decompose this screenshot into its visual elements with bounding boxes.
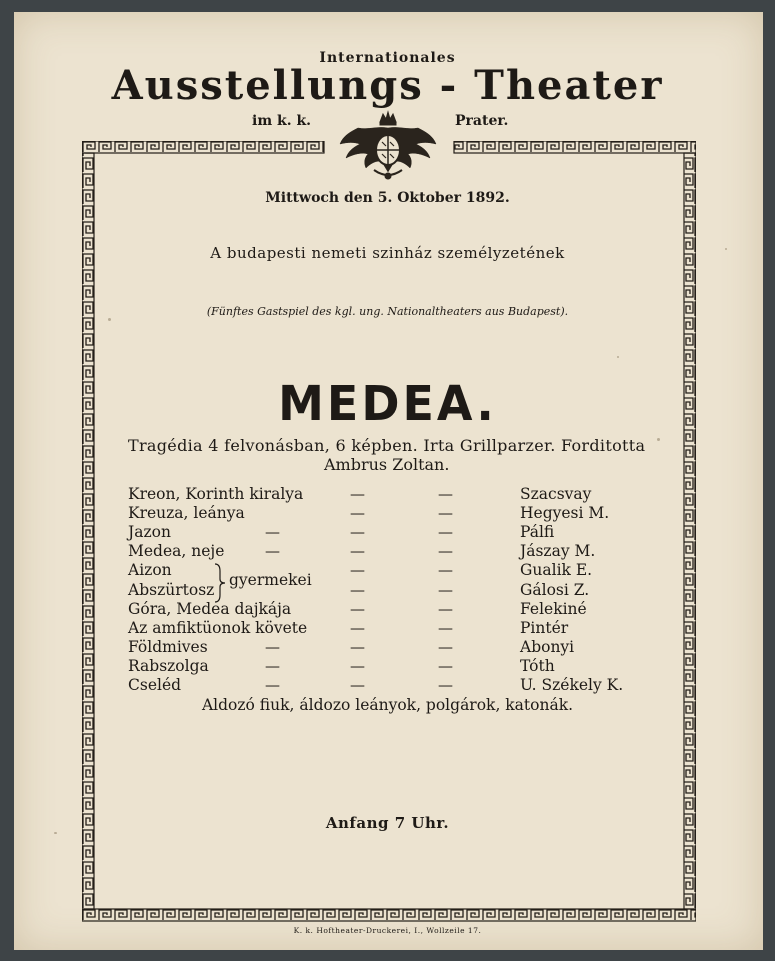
cast-actor: Pintér bbox=[520, 618, 569, 637]
cast-role: Az amfiktüonok követe bbox=[128, 618, 308, 637]
start-time: Anfang 7 Uhr. bbox=[325, 814, 450, 832]
cast-role: Góra, Medea dajkája bbox=[128, 599, 292, 618]
cast-role: Aizon bbox=[128, 561, 172, 580]
cast-actor: Tóth bbox=[520, 656, 555, 675]
cast-role: Földmives bbox=[128, 637, 208, 656]
printer-imprint: K. k. Hoftheater-Druckerei, I., Wollzeile 17. bbox=[293, 926, 482, 935]
children-group-label: gyermekei bbox=[229, 571, 312, 589]
cast-actor: Hegyesi M. bbox=[520, 504, 610, 523]
paper-speck bbox=[54, 832, 57, 834]
cast-dash-separator: — bbox=[350, 676, 365, 694]
performance-date: Mittwoch den 5. Oktober 1892. bbox=[265, 190, 510, 206]
cast-dash-separator: — bbox=[350, 656, 365, 675]
cast-role: Rabszolga bbox=[128, 656, 209, 675]
cast-actor: Gálosi Z. bbox=[520, 580, 590, 599]
cast-dash-separator: — bbox=[350, 561, 365, 580]
cast-actor: Jászay M. bbox=[520, 542, 596, 561]
cast-actor: Szacsvay bbox=[520, 485, 592, 503]
cast-dash-separator: — bbox=[438, 637, 453, 656]
cast-dash-separator: — bbox=[350, 523, 365, 542]
play-title: MEDEA. bbox=[278, 374, 497, 432]
cast-dash-separator: — bbox=[350, 637, 365, 656]
cast-role: Medea, neje bbox=[128, 542, 225, 561]
cast-role: Jazon bbox=[128, 523, 171, 542]
cast-dash-separator: — bbox=[265, 542, 280, 561]
cast-dash-separator: — bbox=[265, 637, 280, 656]
cast-role: Abszürtosz bbox=[128, 580, 215, 599]
cast-role: Kreuza, leánya bbox=[128, 504, 245, 523]
cast-dash-separator: — bbox=[350, 485, 365, 503]
cast-actor: Felekiné bbox=[520, 599, 587, 618]
cast-dash-separator: — bbox=[350, 504, 365, 523]
gastspiel-note: (Fünftes Gastspiel des kgl. ung. Nationaltheaters aus Budapest). bbox=[206, 305, 569, 318]
cast-actor: Pálfi bbox=[520, 523, 555, 542]
header-im-kk: im k. k. bbox=[252, 113, 312, 129]
cast-dash-separator: — bbox=[438, 599, 453, 618]
cast-dash-separator: — bbox=[438, 485, 453, 503]
cast-dash-separator: — bbox=[438, 542, 453, 561]
cast-dash-separator: — bbox=[350, 618, 365, 637]
cast-role: Kreon, Korinth kiralya bbox=[128, 485, 304, 503]
cast-dash-separator: — bbox=[265, 676, 280, 694]
cast-actor: Abonyi bbox=[520, 637, 575, 656]
cast-dash-separator: — bbox=[265, 656, 280, 675]
cast-dash-separator: — bbox=[438, 618, 453, 637]
cast-actor: Gualik E. bbox=[520, 561, 593, 580]
cast-dash-separator: — bbox=[350, 599, 365, 618]
cast-actor: U. Székely K. bbox=[520, 676, 624, 694]
theater-title: Ausstellungs - Theater bbox=[111, 62, 664, 109]
cast-dash-separator: — bbox=[438, 656, 453, 675]
company-line: A budapesti nemeti szinház személyzetének bbox=[210, 244, 565, 262]
cast-dash-separator: — bbox=[265, 523, 280, 542]
cast-dash-separator: — bbox=[438, 523, 453, 542]
cast-role: Cseléd bbox=[128, 676, 182, 694]
extras-line: Aldozó fiuk, áldozo leányok, polgárok, katonák. bbox=[201, 696, 574, 714]
header-line-internationales: Internationales bbox=[319, 50, 456, 66]
cast-dash-separator: — bbox=[438, 580, 453, 599]
cast-dash-separator: — bbox=[438, 676, 453, 694]
play-translator: Ambrus Zoltan. bbox=[324, 455, 450, 474]
cast-dash-separator: — bbox=[438, 504, 453, 523]
cast-dash-separator: — bbox=[350, 542, 365, 561]
header-prater: Prater. bbox=[455, 113, 509, 129]
cast-dash-separator: — bbox=[350, 580, 365, 599]
brace-icon bbox=[213, 563, 227, 603]
cast-dash-separator: — bbox=[438, 561, 453, 580]
play-subtitle: Tragédia 4 felvonásban, 6 képben. Irta Grillparzer. Forditotta bbox=[128, 436, 646, 455]
